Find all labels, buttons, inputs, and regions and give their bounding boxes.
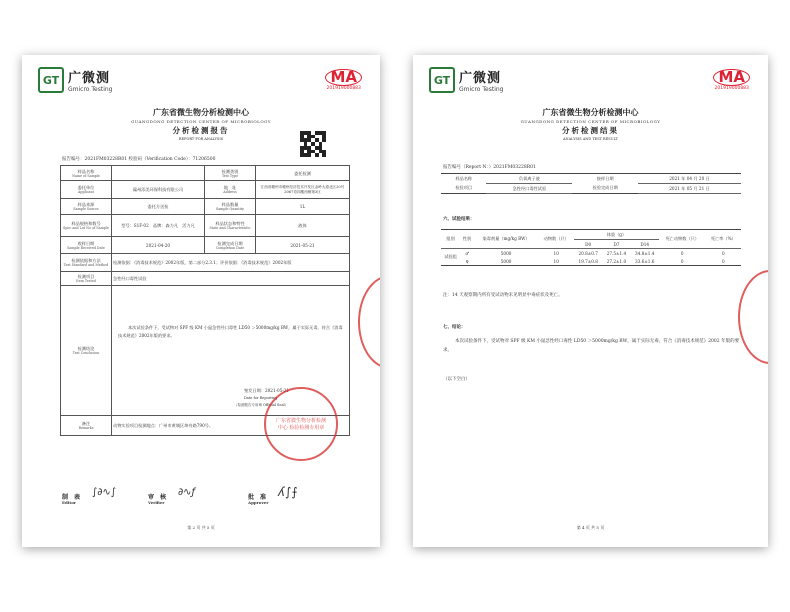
conclusion-text: 本次试验条件下，受试物对 SPF 级 KM 小鼠急性经口毒性 LD50 ＞5000mg/kg BW，属于实际无毒，符合《消毒技术规范》2002 年版的要求。: [443, 339, 740, 353]
table-header: D0 D7 D14: [585, 241, 650, 247]
table-row: 检测依据和方法 Test Standard and Method 检测依据：《消毒技术规范》2002年版，第二部分2.3.1；评价依据：《消毒技术规范》2002年版: [61, 254, 350, 272]
brand-name-cn: 广微测: [68, 71, 111, 86]
editor-label: 制 表 Editor: [62, 494, 81, 505]
cma-icon: MA: [713, 69, 750, 86]
table-row: 样品名称 负氧离子液 接样日期 2021 年 04 月 20 日: [441, 174, 741, 184]
report-number: 报告编号：2021FM03228R01 校验码（Verification Code）：71206500: [62, 157, 216, 162]
result-subtitle-en: ANALYSIS AND TEST RESULT: [563, 137, 618, 141]
report-subtitle: 分析检测报告: [172, 126, 230, 135]
table-row: 样品来源 Sample Source 委托方送检 样品数量 Sample Quantity 1L: [61, 199, 350, 215]
page-number: 第 4 页 共 5 页: [576, 525, 605, 530]
table-row: 委托单位 Applicant 赣州添美环保科技有限公司 地 址 Address 江西省赣州市赣州经济技术开发区金岭大道北区20号2067弯四楼西侧第3区: [61, 181, 350, 199]
conclusion-text: 本次试验条件下，受试物对 SPF 级 KM 小鼠急性经口毒性 LD50 ＞5000mg/kg BW，属于实际无毒，符合《消毒技术规范》2002年版的要求。: [118, 325, 343, 338]
page-title: 广东省微生物分析检测中心: [153, 107, 249, 117]
table-row: ♀ 5000 10 19.7±0.8 27.2±1.0 33.6±1.6 0 0: [465, 258, 725, 264]
blank-below-note: （以下空白）: [443, 377, 470, 382]
seal-label: （检测报告专用章 Official Seal）: [234, 403, 289, 407]
brand-logo: [429, 67, 503, 93]
brand-name-cn: 广微测: [459, 71, 502, 86]
table-row: 样品名称 Name of Sample 检测类别 Test Type 委托检测: [61, 166, 350, 181]
edge-seal-stamp: [358, 275, 380, 369]
report-number: 报告编号（Report N：）2021FM03228R01: [443, 165, 536, 170]
table-row: 备注 Remarks 动物实验项目检测地点：广州市黄埔区坤舟路790号。: [61, 416, 350, 436]
table-row: 收样日期 Sample Received Date 2021-04-20 检测完成日期 Completion Date 2021-05-21: [61, 237, 350, 254]
editor-signature: ∫∂∿∫: [92, 487, 116, 498]
section-results-title: 六、试验结果：: [443, 217, 475, 222]
report-page-2: [413, 55, 768, 547]
brand-logo: [38, 67, 112, 93]
qr-code-icon: [300, 131, 326, 157]
gt-logo-icon: GT: [429, 67, 455, 93]
page-title-en: GUANGDONG DETECTION CENTER OF MICROBIOLOGY: [520, 119, 661, 124]
page-number: 第 2 页 共 5 页: [187, 525, 215, 530]
sample-info-table: [441, 173, 741, 194]
issue-date: 签发日期：2021-05-21: [244, 388, 290, 393]
results-note: 注：14 天观察期内所有受试动物未见明显中毒症状及死亡。: [443, 293, 563, 298]
page-title: 广东省微生物分析检测中心: [542, 107, 639, 117]
table-row: 检测项目 Item Tested 急性经口毒性试验: [61, 272, 350, 286]
table-row: 试验组 ♂ 5000 10 20.8±0.7 27.5±1.4 34.8±1.4 0 0: [441, 249, 741, 258]
gt-logo-icon: GT: [38, 67, 64, 93]
cma-icon: MA: [325, 69, 362, 86]
table-row: 检验项目 急性经口毒性试验 检验完成日期 2021 年 05 月 21 日: [441, 184, 741, 194]
approver-label: 批 准 Approver: [248, 494, 269, 505]
table-row: 检测结论 Test Conclusion 本次试验条件下，受试物对 SPF 级 KM 小鼠急性经口毒性 LD50 ＞5000mg/kg BW，属于实际无毒，符合《消毒技术规范》2002年版的要求。 签发日期：2021-05-21 Date for Reporting （检测报告专用章 Official Seal）: [61, 286, 350, 416]
verifier-signature: ∂∿ƒ: [178, 487, 196, 498]
issue-date-en: Date for Reporting: [244, 396, 278, 400]
report-page-1: [22, 55, 380, 547]
section-conclusion-title: 七、结论：: [443, 325, 466, 330]
cma-number: 201919000883: [326, 86, 361, 91]
cma-number: 201919000883: [714, 86, 749, 91]
results-table: [441, 229, 741, 266]
approver-signature: ʎ∫⨍: [278, 485, 298, 499]
table-header: 组别 性别 染毒剂量（mg/kg BW） 动物数（只） 体重（g） 死亡动物数（只） 死亡率（%）: [446, 231, 736, 241]
brand-name-en: Gmicro Testing: [459, 86, 504, 93]
cma-mark: [325, 67, 362, 91]
official-seal-stamp: [264, 387, 338, 461]
cma-mark: [713, 67, 750, 91]
seal-text: 广东省微生物分析检测中心 检验检测专用章: [275, 418, 326, 431]
page-title-en: GUANGDONG DETECTION CENTER OF MICROBIOLOGY: [131, 119, 271, 124]
verifier-label: 审 核 Verifier: [148, 494, 167, 505]
table-row: 样品规格和数号 Spec and Lot No of Sample 型号：S1F-02 品牌：森力凡 活力凡 样品状态和特性 State and Characteristic 液体: [61, 215, 350, 237]
report-subtitle-en: REPORT FOR ANALYSIS: [178, 137, 224, 141]
result-subtitle: 分析检测结果: [562, 126, 619, 135]
brand-name-en: Gmicro Testing: [68, 86, 113, 93]
